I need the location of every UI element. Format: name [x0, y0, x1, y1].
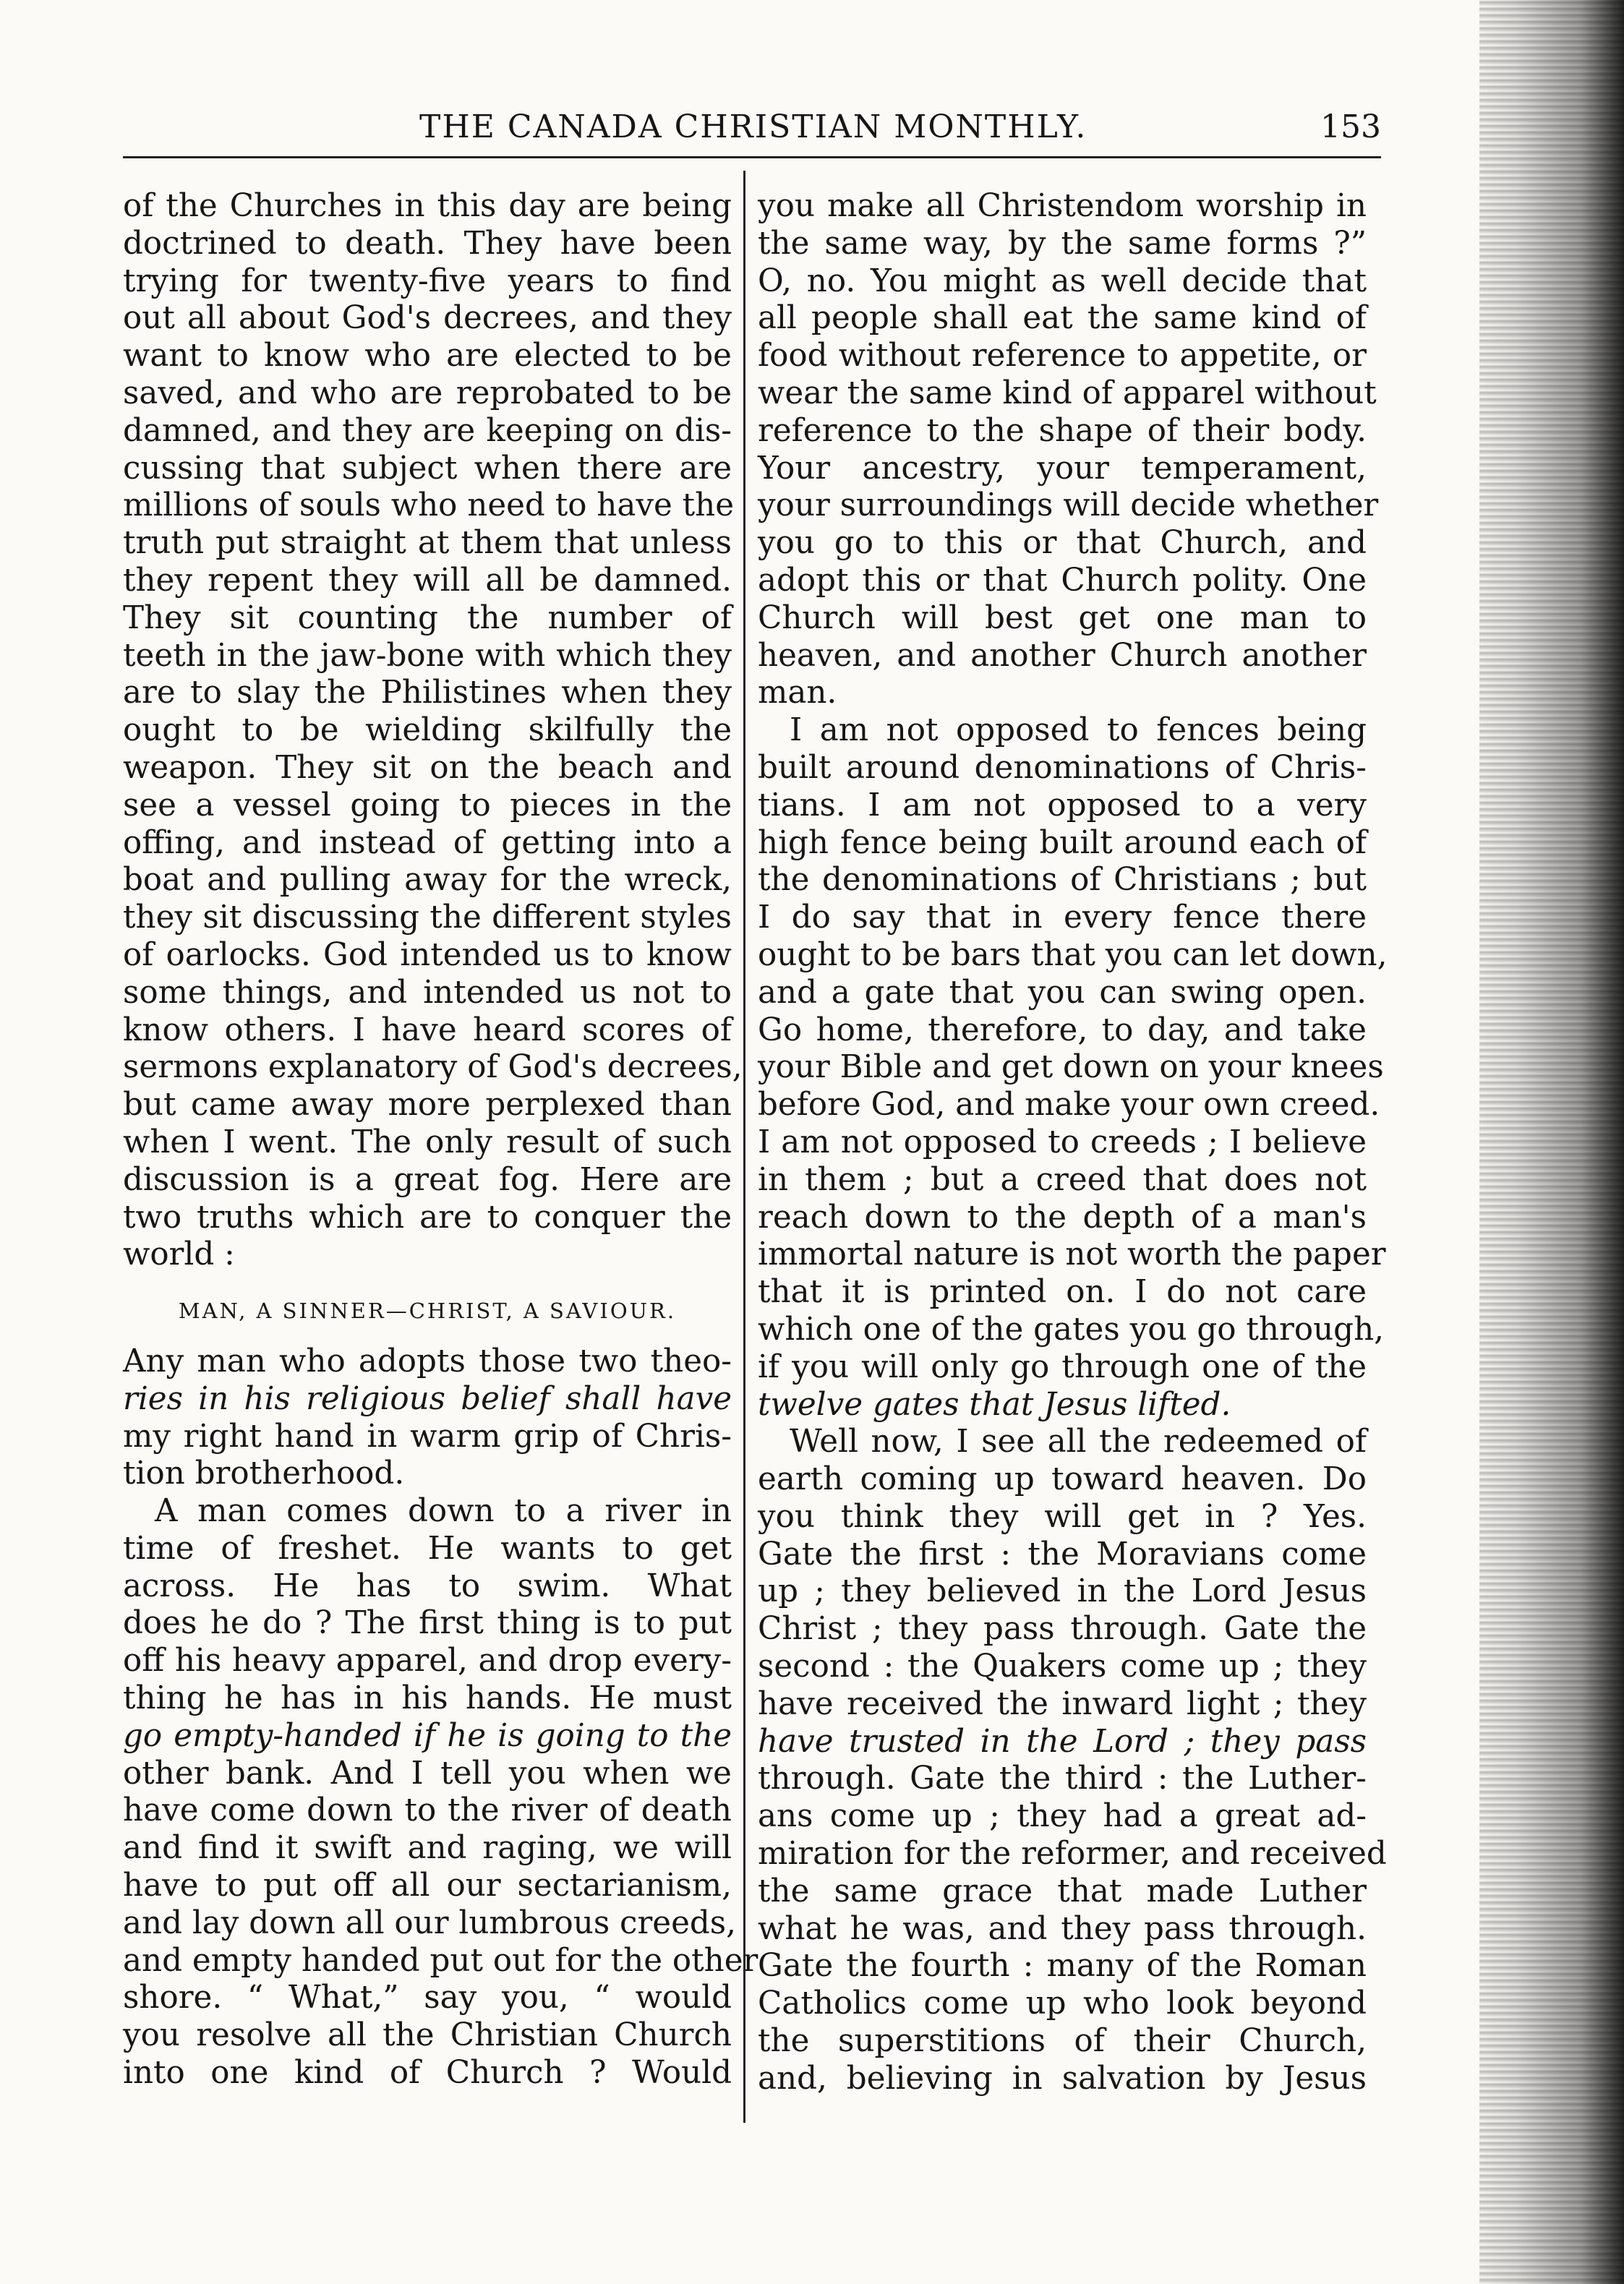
text-line: immortal nature is not worth the paper [758, 1236, 1386, 1273]
text-line: wear the same kind of apparel without [758, 375, 1377, 411]
text-line: the same way, by the same forms ?” [758, 225, 1367, 262]
text-line: A man comes down to a river in [155, 1493, 732, 1530]
text-line: high fence being built around each of [758, 824, 1367, 861]
text-line: they sit discussing the different styles [123, 899, 732, 936]
text-line: reach down to the depth of a man's [758, 1199, 1367, 1236]
text-line: ries in his religious belief shall have [123, 1380, 732, 1417]
text-line: have trusted in the Lord ; they pass [758, 1723, 1367, 1760]
text-line: want to know who are elected to be [123, 338, 732, 375]
text-line: miration for the reformer, and received [758, 1836, 1387, 1873]
right-paragraph-2 [758, 712, 1388, 1424]
text-line: up ; they believed in the Lord Jesus [758, 1573, 1367, 1610]
text-line: know others. I have heard scores of [123, 1011, 732, 1048]
text-line: Your ancestry, your temperament, [758, 450, 1367, 487]
text-line: heaven, and another Church another [758, 637, 1367, 674]
text-line: they repent they will all be damned. [123, 562, 732, 599]
text-line: They sit counting the number of [123, 599, 732, 636]
text-line: and find it swift and raging, we will [123, 1830, 732, 1867]
column-divider [743, 171, 745, 2123]
text-line: trying for twenty-five years to find [123, 262, 732, 299]
text-line: discussion is a great fog. Here are [123, 1161, 732, 1198]
text-line: have to put off all our sectarianism, [123, 1868, 732, 1904]
right-paragraph-3 [758, 1424, 1387, 2097]
text-line: you resolve all the Christian Church [123, 2017, 732, 2054]
text-line: ans come up ; they had a great ad- [758, 1798, 1367, 1835]
text-line: time of freshet. He wants to get [123, 1530, 732, 1567]
text-line: reference to the shape of their body. [758, 412, 1367, 449]
text-line: and empty handed put out for the other [123, 1942, 758, 1979]
text-line: O, no. You might as well decide that [758, 262, 1367, 299]
text-line: your surroundings will decide whether [758, 487, 1379, 524]
text-line: thing he has in his hands. He must [123, 1680, 732, 1717]
text-line: are to slay the Philistines when they [123, 675, 732, 711]
text-line: other bank. And I tell you when we [123, 1755, 732, 1792]
text-line: my right hand in warm grip of Chris- [123, 1418, 732, 1455]
text-line: cussing that subject when there are [123, 450, 732, 487]
text-line: ought to be bars that you can let down, [758, 936, 1388, 973]
text-line: saved, and who are reprobated to be [123, 375, 732, 411]
left-paragraph-3 [123, 1493, 758, 2092]
text-line: all people shall eat the same kind of [758, 300, 1367, 337]
text-line: doctrined to death. They have been [123, 225, 732, 262]
text-line: but came away more perplexed than [123, 1087, 732, 1124]
text-line: shore. “ What,” say you, “ would [123, 1980, 732, 2016]
text-line: tians. I am not opposed to a very [758, 787, 1367, 824]
text-line: Gate the first : the Moravians come [758, 1536, 1367, 1573]
text-line: I do say that in every fence there [758, 899, 1367, 936]
text-line: which one of the gates you go through, [758, 1311, 1385, 1348]
magazine-page [123, 0, 1388, 2284]
text-line: go empty-handed if he is going to the [123, 1717, 732, 1754]
running-head [123, 108, 1381, 159]
text-line: Gate the fourth : many of the Roman [758, 1948, 1367, 1985]
text-line: man. [758, 675, 837, 711]
text-line: weapon. They sit on the beach and [123, 749, 732, 786]
left-column [123, 188, 758, 2092]
text-line: adopt this or that Church polity. One [758, 562, 1367, 599]
right-paragraph-1 [758, 188, 1379, 712]
text-line: that it is printed on. I do not care [758, 1274, 1367, 1311]
text-line: built around denominations of Chris- [758, 749, 1367, 786]
text-line: and a gate that you can swing open. [758, 974, 1367, 1011]
text-line: teeth in the jaw-bone with which they [123, 637, 732, 674]
text-line: I am not opposed to creeds ; I believe [758, 1124, 1367, 1160]
text-line: see a vessel going to pieces in the [123, 787, 732, 824]
text-line: the denominations of Christians ; but [758, 862, 1367, 899]
text-line: and, believing in salvation by Jesus [758, 2060, 1367, 2097]
text-line: into one kind of Church ? Would [123, 2055, 732, 2092]
text-line: you go to this or that Church, and [758, 525, 1367, 562]
text-line: of oarlocks. God intended us to know [123, 936, 732, 973]
text-line: some things, and intended us not to [123, 974, 732, 1011]
text-line: twelve gates that Jesus lifted. [758, 1386, 1231, 1423]
text-line: through. Gate the third : the Luther- [758, 1761, 1367, 1797]
text-line: food without reference to appetite, or [758, 338, 1367, 375]
text-line: Catholics come up who look beyond [758, 1985, 1367, 2022]
page-edge-shadow [1479, 0, 1624, 2284]
text-line: ought to be wielding skilfully the [123, 712, 732, 749]
section-subheading: MAN, A SINNER—CHRIST, A SAVIOUR. [178, 1299, 677, 1324]
text-line: world : [123, 1236, 235, 1273]
text-line: your Bible and get down on your knees [758, 1049, 1384, 1086]
text-line: boat and pulling away for the wreck, [123, 862, 732, 899]
text-line: when I went. The only result of such [123, 1124, 732, 1160]
text-line: I am not opposed to fences being [790, 712, 1367, 749]
text-line: sermons explanatory of God's decrees, [123, 1049, 743, 1086]
page-number: 153 [1320, 108, 1381, 145]
text-line: off his heavy apparel, and drop every- [123, 1643, 732, 1680]
text-line: tion brotherhood. [123, 1455, 405, 1492]
text-line: millions of souls who need to have the [123, 487, 735, 524]
text-line: what he was, and they pass through. [758, 1910, 1367, 1947]
text-line: out all about God's decrees, and they [123, 300, 732, 337]
text-line: Any man who adopts those two theo- [123, 1343, 732, 1380]
running-title: THE CANADA CHRISTIAN MONTHLY. [419, 108, 1087, 145]
text-line: the same grace that made Luther [758, 1873, 1367, 1909]
text-line: before God, and make your own creed. [758, 1087, 1380, 1124]
text-line: have come down to the river of death [123, 1792, 732, 1829]
text-line: have received the inward light ; they [758, 1685, 1367, 1722]
text-line: across. He has to swim. What [123, 1567, 732, 1604]
header-rule [123, 156, 1381, 158]
text-line: if you will only go through one of the [758, 1348, 1367, 1385]
text-line: the superstitions of their Church, [758, 2023, 1367, 2060]
text-line: Christ ; they pass through. Gate the [758, 1611, 1367, 1648]
text-line: Church will best get one man to [758, 599, 1367, 636]
text-line: Well now, I see all the redeemed of [790, 1424, 1367, 1460]
text-line: truth put straight at them that unless [123, 525, 732, 562]
text-line: offing, and instead of getting into a [123, 824, 732, 861]
text-line: two truths which are to conquer the [123, 1199, 732, 1236]
text-line: Go home, therefore, to day, and take [758, 1011, 1367, 1048]
right-column [758, 188, 1388, 2098]
text-line: and lay down all our lumbrous creeds, [123, 1904, 737, 1941]
text-line: second : the Quakers come up ; they [758, 1648, 1367, 1685]
text-line: damned, and they are keeping on dis- [123, 412, 732, 449]
text-line: in them ; but a creed that does not [758, 1161, 1367, 1198]
text-line: you make all Christendom worship in [758, 188, 1367, 224]
text-line: you think they will get in ? Yes. [758, 1498, 1367, 1535]
left-paragraph-2 [123, 1343, 732, 1493]
left-paragraph-1 [123, 188, 743, 1274]
text-line: does he do ? The first thing is to put [123, 1605, 732, 1642]
text-line: of the Churches in this day are being [123, 188, 732, 224]
text-line: earth coming up toward heaven. Do [758, 1461, 1367, 1498]
